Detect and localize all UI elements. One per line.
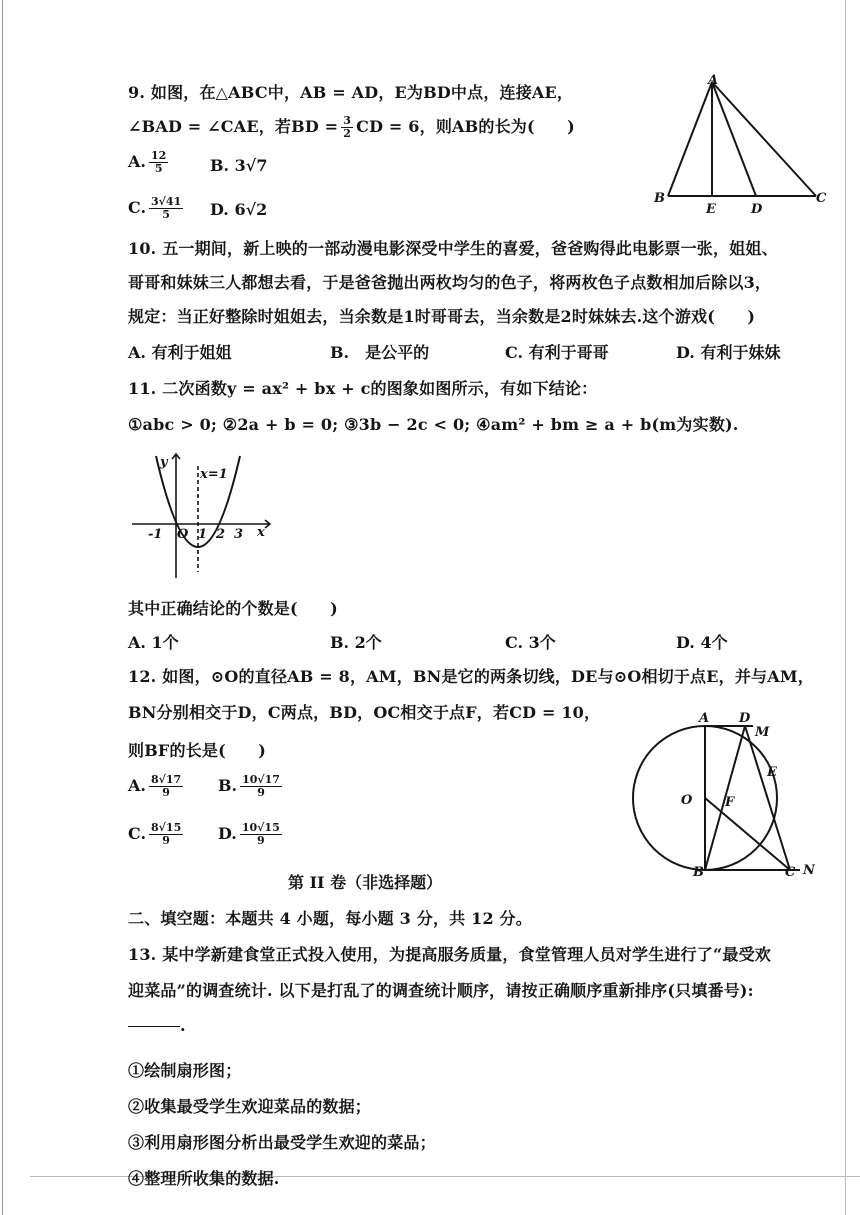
q9-line-1: 9. 如图，在△ABC中，AB = AD，E为BD中点，连接AE， [128,83,574,102]
q9-option-a-label: A. [128,152,146,171]
q12-option-b-den: 9 [257,786,265,799]
q9-option-a[interactable] [128,150,171,175]
q12-option-b[interactable] [218,774,285,799]
q9-option-b[interactable]: B. 3√7 [210,156,268,175]
q12-option-c-fraction [149,822,183,847]
label-o: O [681,793,693,808]
tick-minus-1: -1 [148,527,163,542]
label-n: N [803,863,815,878]
q12-circle-figure [625,708,830,887]
q13-item-4: ④整理所收集的数据. [128,1169,280,1188]
x-axis-label: x [257,525,265,540]
q9-option-a-fraction [149,150,168,175]
segment-ac [712,82,816,196]
q12-line-2: BN分别相交于D，C两点，BD，OC相交于点F，若CD = 10， [128,703,601,722]
q9-option-c-num: 3√41 [151,195,182,208]
label-f: F [725,795,735,810]
q9-option-c-den: 5 [162,208,170,221]
label-e: E [767,765,777,780]
q12-option-c-num: 8√15 [151,821,182,834]
q12-option-d-label: D. [218,824,237,843]
q12-option-b-label: B. [218,776,238,795]
q12-circle-svg [625,708,830,883]
q11-line-2: ①abc > 0; ②2a + b = 0; ③3b − 2c < 0; ④am² + bm ≥ a + b(m为实数). [128,415,739,434]
q9-fraction-num: 3 [343,114,352,127]
q11-option-d[interactable]: D. 4个 [676,633,728,652]
q9-option-c-label: C. [128,198,147,217]
q13-item-2: ②收集最受学生欢迎菜品的数据； [128,1097,372,1116]
q9-fraction-den: 2 [343,127,352,140]
q12-option-d[interactable] [218,822,285,847]
q13-item-3: ③利用扇形图分析出最受学生欢迎的菜品； [128,1133,436,1152]
q10-option-a[interactable]: A. 有利于姐姐 [128,343,232,362]
q12-option-a-fraction [149,774,183,799]
q12-option-d-den: 9 [256,834,265,847]
q11-parabola-svg [128,446,288,586]
q9-line-2 [128,114,575,140]
q9-option-c[interactable] [128,196,186,221]
q13-line-2: 迎菜品”的调查统计. 以下是打乱了的调查统计顺序，请按正确顺序重新排序(只填番号): [128,981,754,1000]
label-d: D [751,202,763,217]
q12-option-b-fraction [240,774,282,799]
q12-option-d-num: 10√15 [241,821,280,834]
fill-in-section-heading: 二、填空题：本题共 4 小题，每小题 3 分，共 12 分。 [128,909,532,928]
page-border-right [845,0,846,1215]
q9-option-c-fraction [149,196,183,221]
q12-option-a-num: 8√17 [150,773,182,786]
q12-option-a-label: A. [128,776,146,795]
tick-1: 1 [198,527,208,542]
q9-triangle-svg [650,70,840,220]
q12-line-3: 则BF的长是( ) [128,741,267,760]
label-b: B [654,191,665,206]
q9-line-2-pre: ∠BAD = ∠CAE，若BD = [128,117,339,136]
segment-oc [705,798,790,870]
q12-option-c-den: 9 [162,834,170,847]
page-border-left [2,0,3,1215]
q10-option-b[interactable]: B. 是公平的 [330,343,430,362]
q9-option-a-num: 12 [150,149,167,162]
q9-line-2-post: CD = 6，则AB的长为( ) [356,117,575,136]
q12-option-a-den: 9 [162,786,170,799]
q11-option-c[interactable]: C. 3个 [505,633,556,652]
q13-blank-period: . [180,1016,186,1035]
q11-parabola-figure [128,446,288,590]
label-e: E [706,202,716,217]
q11-option-b[interactable]: B. 2个 [330,633,382,652]
q10-line-3: 规定：当正好整除时姐姐去，当余数是1时哥哥去，当余数是2时妹妹去.这个游戏( ) [128,307,756,326]
q9-fraction [341,115,353,140]
q10-line-1: 10. 五一期间，新上映的一部动漫电影深受中学生的喜爱，爸爸购得此电影票一张，姐姐、 [128,239,778,258]
q12-option-c[interactable] [128,822,186,847]
q12-option-a[interactable] [128,774,186,799]
q10-option-d[interactable]: D. 有利于妹妹 [676,343,781,362]
q12-option-d-fraction [240,822,282,847]
q9-option-d[interactable]: D. 6√2 [210,200,268,219]
label-a: A [708,73,719,88]
y-axis-label: y [160,455,168,470]
origin-label: O [177,527,189,542]
q12-option-b-num: 10√17 [242,773,280,786]
tick-3: 3 [234,527,244,542]
segment-ab [668,82,712,196]
label-a: A [699,711,710,726]
q13-line-1: 13. 某中学新建食堂正式投入使用，为提高服务质量，食堂管理人员对学生进行了“最受欢 [128,945,772,964]
q13-answer-blank[interactable] [128,1026,180,1027]
label-b: B [693,865,704,880]
part-two-title: 第 II 卷（非选择题） [288,873,443,892]
tick-2: 2 [216,527,226,542]
label-m: M [755,725,770,740]
q13-item-1: ①绘制扇形图； [128,1061,242,1080]
q12-line-1: 12. 如图，⊙O的直径AB = 8，AM，BN是它的两条切线，DE与⊙O相切于点E，并与AM， [128,667,814,686]
label-d: D [739,711,751,726]
segment-ad [712,82,756,196]
q9-option-a-den: 5 [154,162,163,175]
q11-question: 其中正确结论的个数是( ) [128,599,338,618]
q11-line-1: 11. 二次函数y = ax² + bx + c的图象如图所示，有如下结论： [128,379,598,398]
label-c: C [816,191,827,206]
q10-option-c[interactable]: C. 有利于哥哥 [505,343,609,362]
segment-dc [745,726,790,870]
label-c: C [785,865,796,880]
q9-triangle-figure [650,70,840,224]
symmetry-axis-label: x=1 [200,467,228,482]
q11-option-a[interactable]: A. 1个 [128,633,179,652]
q12-option-c-label: C. [128,824,147,843]
q10-line-2: 哥哥和妹妹三人都想去看，于是爸爸抛出两枚均匀的色子，将两枚色子点数相加后除以3， [128,273,772,292]
